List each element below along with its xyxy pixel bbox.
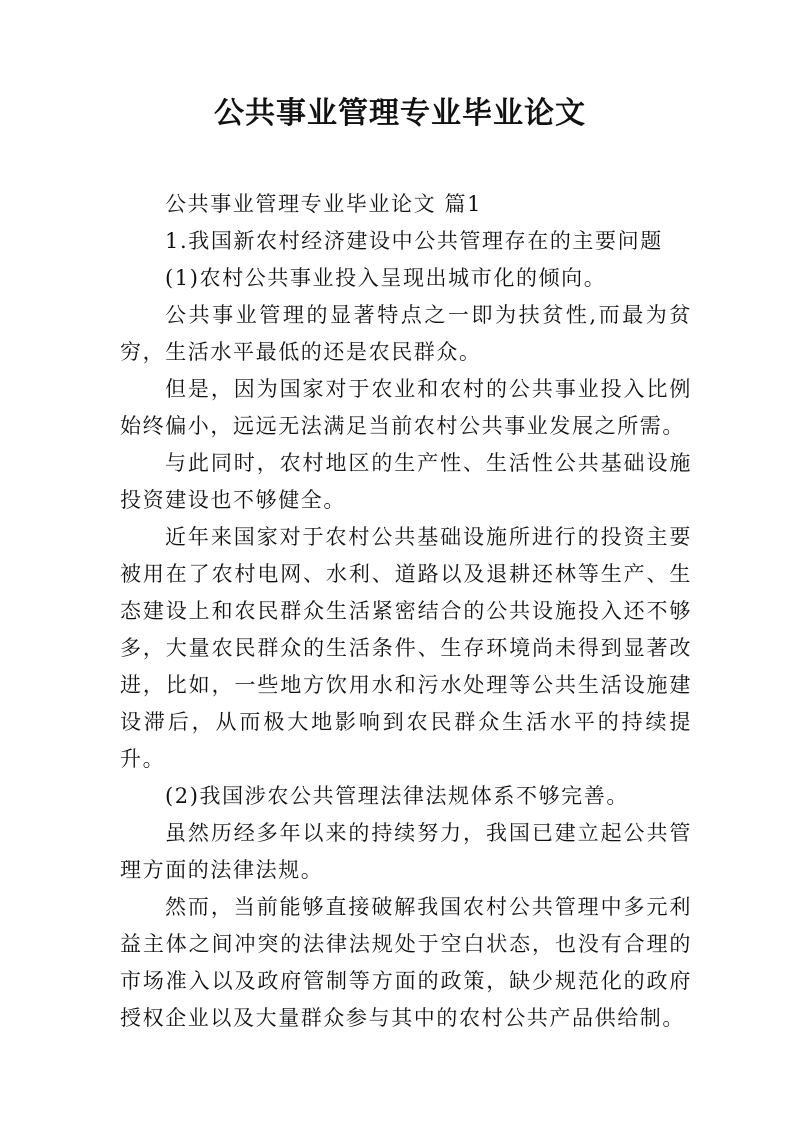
document-title: 公共事业管理专业毕业论文: [214, 96, 586, 131]
paragraph: 与此同时，农村地区的生产性、生活性公共基础设施投资建设也不够健全。: [120, 451, 692, 512]
paragraph: 但是，因为国家对于农业和农村的公共事业投入比例始终偏小，远远无法满足当前农村公共事业发展之所需。: [120, 377, 692, 438]
document-body: [120, 186, 692, 1037]
paragraph-section-heading: 公共事业管理专业毕业论文 篇1: [165, 192, 483, 216]
paragraph: 公共事业管理的显著特点之一即为扶贫性,而最为贫穷，生活水平最低的还是农民群众。: [120, 303, 692, 364]
paragraph: 虽然历经多年以来的持续努力，我国已建立起公共管理方面的法律法规。: [120, 821, 692, 882]
paragraph: 近年来国家对于农村公共基础设施所进行的投资主要被用在了农村电网、水利、道路以及退耕还林等生产、生态建设上和农民群众生活紧密结合的公共设施投入还不够多，大量农民群众的生活条件、生存环境尚未得到显著改进，比如，一些地方饮用水和污水处理等公共生活设施建设滞后，从而极大地影响到农民群众生活水平的持续提升。: [120, 525, 692, 771]
paragraph-point-2: (2)我国涉农公共管理法律法规体系不够完善。: [165, 784, 629, 808]
paragraph-point-1: (1)农村公共事业投入呈现出城市化的倾向。: [165, 266, 607, 290]
paragraph: 然而，当前能够直接破解我国农村公共管理中多元利益主体之间冲突的法律法规处于空白状态，也没有合理的市场准入以及政府管制等方面的政策，缺少规范化的政府授权企业以及大量群众参与其中的农村公共产品供给制。: [120, 895, 692, 1030]
paragraph-subheading-1: 1.我国新农村经济建设中公共管理存在的主要问题: [165, 229, 663, 253]
